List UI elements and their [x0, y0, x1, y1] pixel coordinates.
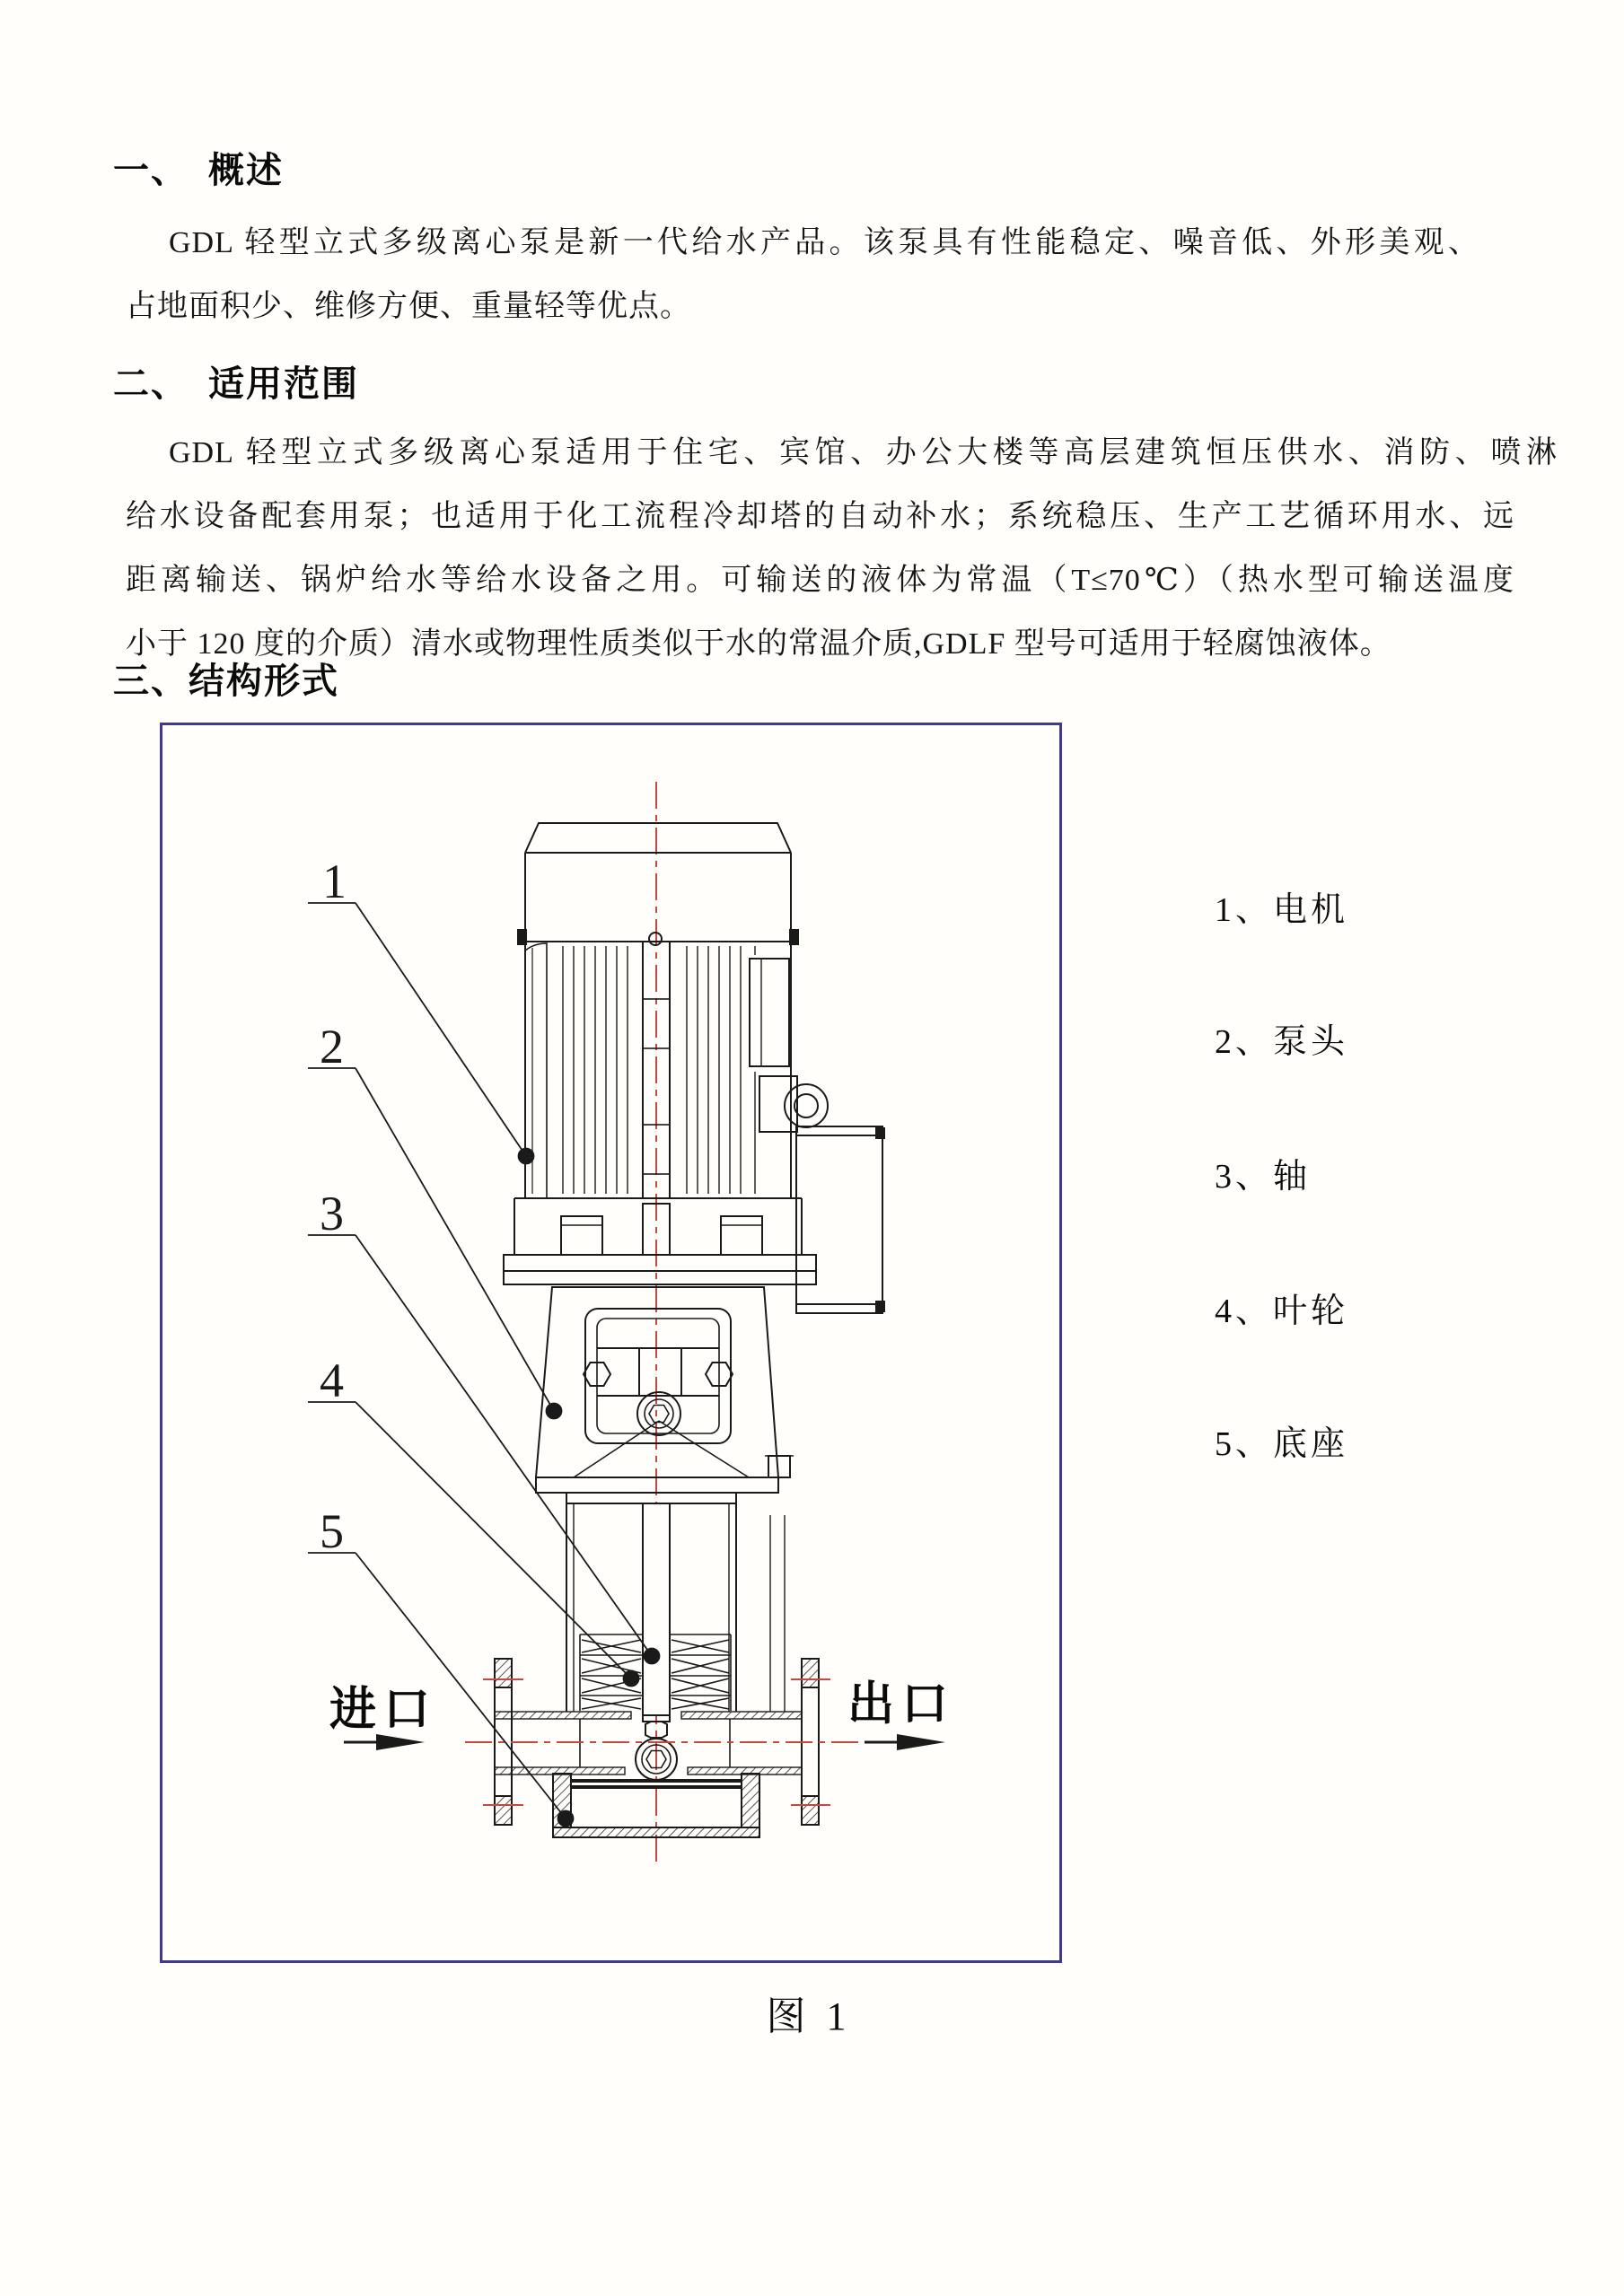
legend-item-base: 5、底座	[1215, 1425, 1349, 1463]
callout-1: 1	[322, 854, 347, 908]
pump-technical-drawing	[162, 725, 1059, 1960]
mounting-plate-lower	[504, 1271, 816, 1284]
legend-item-pumphead: 2、泵头	[1215, 1023, 1349, 1061]
pump-head	[536, 1287, 794, 1503]
stand-leg-right	[742, 1774, 759, 1827]
lantern-window	[585, 1309, 731, 1443]
callout-4: 4	[320, 1354, 344, 1407]
callout-2: 2	[320, 1020, 344, 1074]
motor-foot-left	[561, 1216, 602, 1255]
motor-bracket	[514, 1198, 802, 1255]
outlet-arrow-icon	[865, 1734, 945, 1750]
inlet-label: 进口	[329, 1685, 438, 1736]
motor	[504, 823, 884, 1313]
vent-bolt	[768, 1456, 790, 1477]
figure-caption: 图 1	[766, 1994, 852, 2038]
paragraph-2-line-4: 小于 120 度的介质）清水或物理性质类似于水的常温介质,GDLF 型号可适用于轻腐蚀液体。	[126, 627, 1391, 661]
section-3-heading: 三、结构形式	[113, 662, 339, 701]
section-2-heading: 二、 适用范围	[113, 364, 359, 404]
paragraph-2-line-1: GDL 轻型立式多级离心泵适用于住宅、宾馆、办公大楼等高层建筑恒压供水、消防、喷淋	[169, 436, 1558, 469]
pump-shaft	[643, 1503, 670, 1738]
section-1-heading: 一、 概述	[113, 151, 284, 190]
base-plate	[553, 1827, 759, 1837]
paragraph-1-line-2: 占地面积少、维修方便、重量轻等优点。	[126, 290, 691, 323]
outlet-label: 出口	[847, 1679, 956, 1731]
legend-item-shaft: 3、轴	[1215, 1158, 1312, 1196]
callout-5: 5	[320, 1504, 344, 1558]
motor-fins-right	[687, 946, 741, 1194]
paragraph-2-line-3: 距离输送、锅炉给水等给水设备之用。可输送的液体为常温（T≤70℃）（热水型可输送温度	[126, 564, 1514, 597]
motor-foot-right	[721, 1216, 762, 1255]
paragraph-2-line-2: 给水设备配套用泵；也适用于化工流程冷却塔的自动补水；系统稳压、生产工艺循环用水、远	[126, 500, 1514, 533]
coupling	[639, 1348, 681, 1396]
mounting-plate-upper	[504, 1255, 816, 1271]
motor-fins-left	[563, 946, 628, 1194]
inlet-arrow-icon	[344, 1734, 425, 1750]
junction-box	[750, 959, 789, 1066]
callout-3: 3	[320, 1187, 344, 1240]
figure-frame	[160, 723, 1062, 1963]
paragraph-1-line-1: GDL 轻型立式多级离心泵是新一代给水产品。该泵具有性能稳定、噪音低、外形美观、	[169, 226, 1479, 259]
legend-item-impeller: 4、叶轮	[1215, 1293, 1349, 1330]
legend-item-motor: 1、电机	[1215, 891, 1349, 929]
